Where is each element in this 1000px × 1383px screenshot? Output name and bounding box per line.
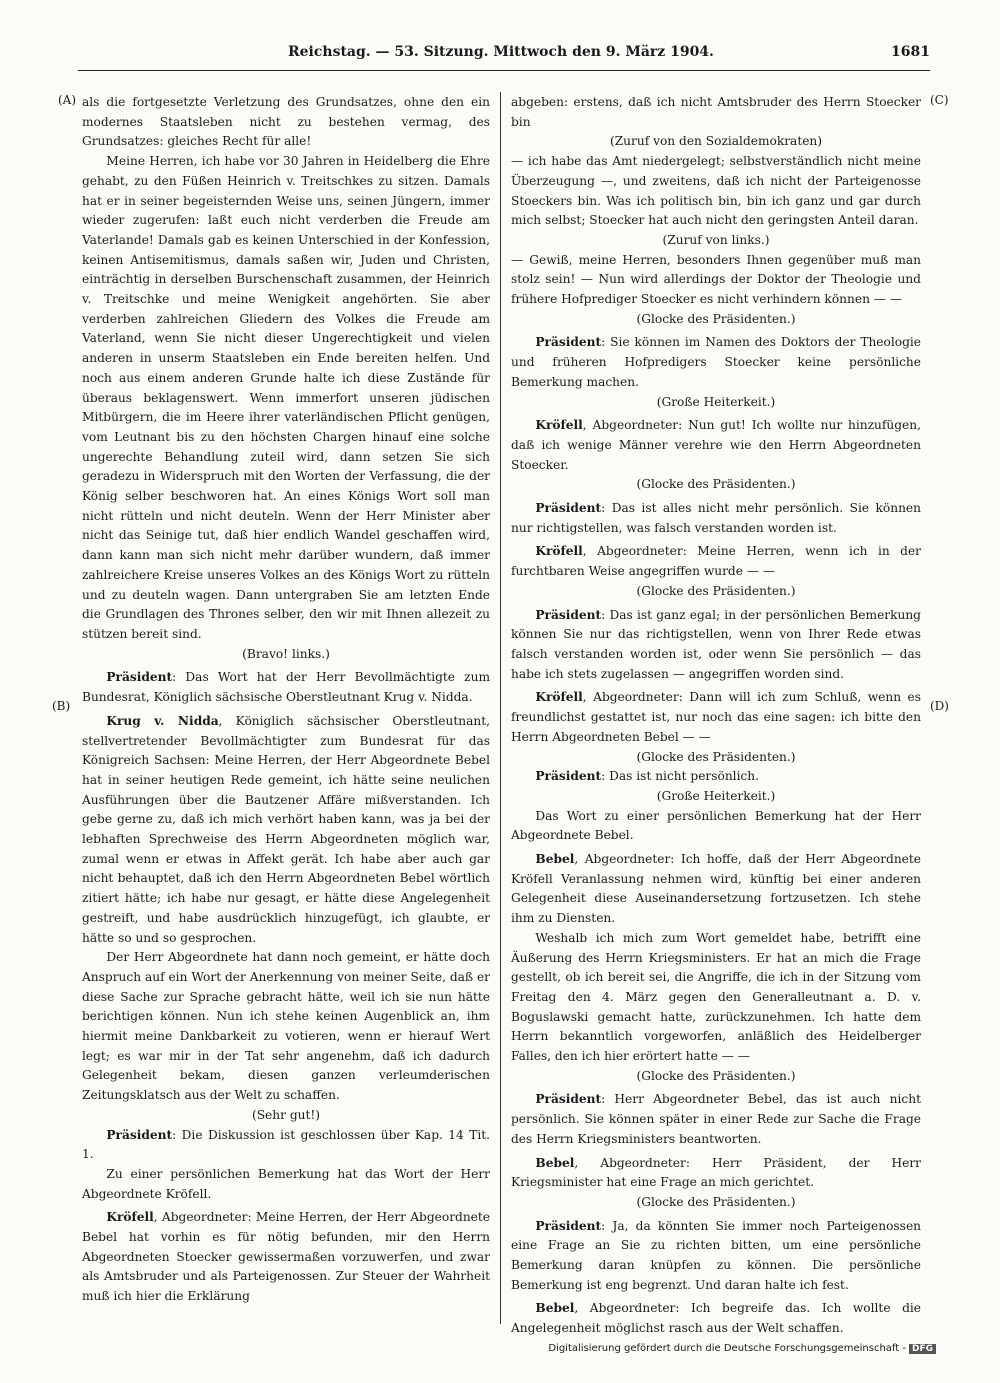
speech-president: Präsident: Das Wort hat der Herr Bevollmächtigte zum Bundesrat, Königlich sächsische Oberstleutnant Krug v. Nidda. — [82, 670, 490, 705]
paragraph: Das Wort zu einer persönlichen Bemerkung hat der Herr Abgeordnete Bebel. — [511, 808, 921, 843]
speech-president: Präsident: Das ist ganz egal; in der persönlichen Bemerkung können Sie nur das richtigstellen, wenn von Ihrer Rede etwas falsch verstanden worden ist, oder wenn Sie persönlich — das habe ich stets zugelassen — angegriffen worden sind. — [511, 607, 921, 681]
speech-kroefell: Kröfell, Abgeordneter: Meine Herren, der Herr Abgeordnete Bebel hat vorhin es für nötig befunden, mir den Herrn Abgeordneten Stoecker gewissermaßen vorzuwerfen, und zwar als Amtsbruder und als Parteigenossen. Zur Steuer der Wahrheit muß ich hier die Erklärung — [82, 1210, 490, 1304]
interjection: (Große Heiterkeit.) — [656, 394, 776, 409]
paragraph: Der Herr Abgeordnete hat dann noch gemeint, er hätte doch Anspruch auf ein Wort der Anerkennung von meiner Seite, daß er diese Sache zur Sprache gebracht hätte, weil ich sie nun hätte berichtigen können. Nun ich stehe keinen Augenblick an, ihm hiermit meine Dankbarkeit zu votieren, wenn er hierauf Wert legt; es war mir in der Tat sehr angenehm, daß ich dadurch Gelegenheit bekam, diesen ganzen verleumderischen Zeitungsklatsch aus der Welt zu schaffen. — [82, 950, 490, 1103]
speaker-name: Krug v. Nidda — [106, 713, 219, 728]
column-divider — [500, 92, 501, 1324]
paragraph: als die fortgesetzte Verletzung des Grundsatzes, ohne den ein modernes Staatsleben nicht zu bestehen vermag, des Grundsatzes: gleiches Recht für alle! — [82, 95, 490, 149]
speech-bebel: Bebel, Abgeordneter: Ich begreife das. Ich wollte die Angelegenheit möglichst rasch aus der Welt schaffen. — [511, 1301, 921, 1336]
speaker-name: Kröfell — [106, 1210, 154, 1225]
speech-bebel: Bebel, Abgeordneter: Herr Präsident, der Herr Kriegsminister hat eine Frage an mich gerichtet. — [511, 1155, 921, 1190]
margin-marker-d: (D) — [930, 699, 949, 713]
speech-bebel: Bebel, Abgeordneter: Ich hoffe, daß der Herr Abgeordnete Kröfell Veranlassung nehmen wird, künftig bei einer anderen Gelegenheit diese Auseinandersetzung fortzusetzen. Ich stehe ihm zu Diensten. — [511, 852, 921, 926]
speech-kroefell: Kröfell, Abgeordneter: Dann will ich zum Schluß, wenn es freundlichst gestattet ist, nur noch das eine sagen: ich bitte den Herrn Abgeordneten Bebel — — — [511, 690, 921, 744]
page-number: 1681 — [891, 44, 930, 60]
paragraph: Zu einer persönlichen Bemerkung hat das Wort der Herr Abgeordnete Kröfell. — [82, 1166, 490, 1201]
speaker-name: Präsident — [535, 335, 602, 350]
paragraph: — Gewiß, meine Herren, besonders Ihnen gegenüber muß man stolz sein! — Nun wird allerdings der Doktor der Theologie und frühere Hofprediger Stoecker es nicht verhindern können — — — [511, 252, 921, 307]
speech-kroefell: Kröfell, Abgeordneter: Meine Herren, wenn ich in der furchtbaren Weise angegriffen wurde — — — [511, 544, 921, 579]
margin-marker-a: (A) — [58, 93, 77, 107]
speaker-name: Präsident — [535, 1092, 602, 1107]
interjection: (Glocke des Präsidenten.) — [636, 1194, 796, 1209]
speaker-name: Kröfell — [535, 418, 583, 433]
right-column — [511, 93, 921, 1336]
header-rule — [78, 70, 930, 71]
left-column — [82, 93, 490, 1325]
credit-text: Digitalisierung gefördert durch die Deutsche Forschungsgemeinschaft - — [548, 1343, 906, 1354]
speech-president: Präsident: Herr Abgeordneter Bebel, das ist auch nicht persönlich. Sie können später in einer Rede zur Sache die Frage des Herrn Kriegsministers beantworten. — [511, 1092, 921, 1146]
speaker-name: Präsident — [535, 501, 602, 516]
dfg-logo: DFG — [909, 1344, 936, 1354]
speech-krug-v-nidda: Krug v. Nidda, Königlich sächsischer Oberstleutnant, stellvertretender Bevollmächtigter zum Bundesrat für das Königreich Sachsen: Meine Herren, der Herr Abgeordnete Bebel hat in seiner heutigen Rede gemeint, ich hätte seine neulichen Ausführungen über die Bautzener Affäre mißverstanden. Ich gebe gerne zu, daß ich mich verhört haben kann, was ja bei der lebhaften Sprechweise des Herrn Abgeordneten möglich war, zumal wenn er etwas in Affekt gerät. Ich habe aber auch gar nicht behauptet, daß ich den Herrn Abgeordneten Bebel wörtlich zitiert hätte; ich habe nur gesagt, er hätte diese Angelegenheit gestreift, und habe ausdrücklich hinzugefügt, ich glaubte, er hätte so und so gesprochen. — [82, 713, 490, 945]
speaker-name: Präsident — [535, 1218, 602, 1233]
speech-president: Präsident: Das ist alles nicht mehr persönlich. Sie können nur richtigstellen, was falsch verstanden worden ist. — [511, 501, 921, 535]
paragraph: — ich habe das Amt niedergelegt; selbstverständlich nicht meine Überzeugung —, und zweitens, daß ich nicht der Parteigenosse Stoeckers bin. Was ich politisch bin, bin ich ganz und gar durch mich selbst; Stoecker hat auch nicht den geringsten Anteil daran. — [511, 154, 921, 228]
interjection: (Glocke des Präsidenten.) — [636, 749, 796, 764]
margin-marker-b: (B) — [52, 699, 71, 713]
speech-president: Präsident: Sie können im Namen des Doktors der Theologie und früheren Hofpredigers Stoecker keine persönliche Bemerkung machen. — [511, 335, 921, 389]
speaker-name: Bebel — [535, 1301, 575, 1316]
speech-president: Präsident: Ja, da könnten Sie immer noch Parteigenossen eine Frage an Sie zu richten bitten, um eine persönliche Bemerkung daran knüpfen zu können. Die persönliche Bemerkung ist eng begrenzt. Und daran halte ich fest. — [511, 1218, 921, 1292]
speaker-name: Präsident — [535, 769, 602, 784]
paragraph: Weshalb ich mich zum Wort gemeldet habe, betrifft eine Äußerung des Herrn Kriegsministers. Er hat an mich die Frage gestellt, ob ich bereit sei, die Angriffe, die ich in der Sitzung vom Freitag den 4. März gegen den Generalleutnant a. D. v. Boguslawski gemacht hatte, zurückzunehmen. Ich hatte dem Herrn bekanntlich vorgeworfen, anläßlich des Heidelberger Falles, den ich hier erörtert hatte — — — [511, 930, 921, 1064]
paragraph: Meine Herren, ich habe vor 30 Jahren in Heidelberg die Ehre gehabt, zu den Füßen Heinrich v. Treitschkes zu sitzen. Damals hat er in seiner begeisternden Weise uns, seinen Jüngern, immer wieder zugerufen: laßt euch nicht verderben die Freude am Vaterlande! Damals gab es keinen Unterschied in der Konfession, keinen Antisemitismus, damals saßen wir, Juden und Christen, einträchtig in derselben Burschenschaft zusammen, der Heinrich v. Treitschke und meine Wenigkeit angehörten. Sie aber verderben zahlreichen Gliedern des Volkes die Freude am Vaterland, wenn Sie nicht dieser Ungerechtigkeit und vielen anderen in unserm Staatsleben ein Ende bereiten helfen. Und noch aus einem anderen Grunde halte ich diese Zustände für überaus beklagenswert. Wenn immerfort unseren jüdischen Mitbürgern, die im Heere ihrer vaterländischen Pflicht genügen, vom Leutnant bis zu den höchsten Chargen hinauf eine solche ungerechte Behandlung zuteil wird, dann setzen Sie sich geradezu in Widerspruch mit den Worten der Verfassung, die der König selber beschworen hat. An eines Königs Wort soll man nicht rütteln und nicht deuteln. Wenn der Herr Minister aber nicht das Seinige tut, daß hier endlich Wandel geschaffen wird, dann kann man sich nicht mehr darüber wundern, daß immer zahlreichere Kreise unseres Volkes an des Königs Wort zu rütteln und zu deuteln wagen. Dann untergraben Sie am letzten Ende die Grundlagen des Thrones selber, den wir mit Ihnen allezeit zu stützen bereit sind. — [82, 154, 490, 641]
speaker-name: Bebel — [535, 1155, 575, 1170]
interjection: (Glocke des Präsidenten.) — [636, 583, 796, 598]
interjection: (Glocke des Präsidenten.) — [636, 477, 796, 492]
speech-president: Präsident: Das ist nicht persönlich. — [535, 769, 760, 784]
interjection: (Zuruf von den Sozialdemokraten) — [609, 134, 823, 149]
speaker-name: Präsident — [535, 607, 602, 622]
speaker-name: Bebel — [535, 852, 575, 867]
speaker-name: Kröfell — [535, 544, 583, 559]
interjection: (Bravo! links.) — [242, 646, 330, 661]
speech-president: Präsident: Die Diskussion ist geschlossen über Kap. 14 Tit. 1. — [82, 1127, 490, 1162]
running-header — [78, 44, 930, 70]
session-title: Reichstag. — 53. Sitzung. Mittwoch den 9. März 1904. — [288, 44, 714, 60]
interjection: (Glocke des Präsidenten.) — [636, 311, 796, 326]
digitization-credit — [548, 1343, 936, 1354]
speaker-name: Kröfell — [535, 690, 583, 705]
interjection: (Sehr gut!) — [251, 1107, 321, 1122]
margin-marker-c: (C) — [930, 93, 949, 107]
speech-kroefell: Kröfell, Abgeordneter: Nun gut! Ich wollte nur hinzufügen, daß ich wenige Männer verehre wie den Herrn Abgeordneten Stoecker. — [511, 418, 921, 472]
paragraph: abgeben: erstens, daß ich nicht Amtsbruder des Herrn Stoecker bin — [511, 95, 921, 129]
speaker-name: Präsident — [106, 670, 173, 685]
speaker-name: Präsident — [106, 1127, 173, 1142]
interjection: (Große Heiterkeit.) — [656, 788, 776, 803]
interjection: (Zuruf von links.) — [662, 232, 770, 247]
interjection: (Glocke des Präsidenten.) — [636, 1068, 796, 1083]
